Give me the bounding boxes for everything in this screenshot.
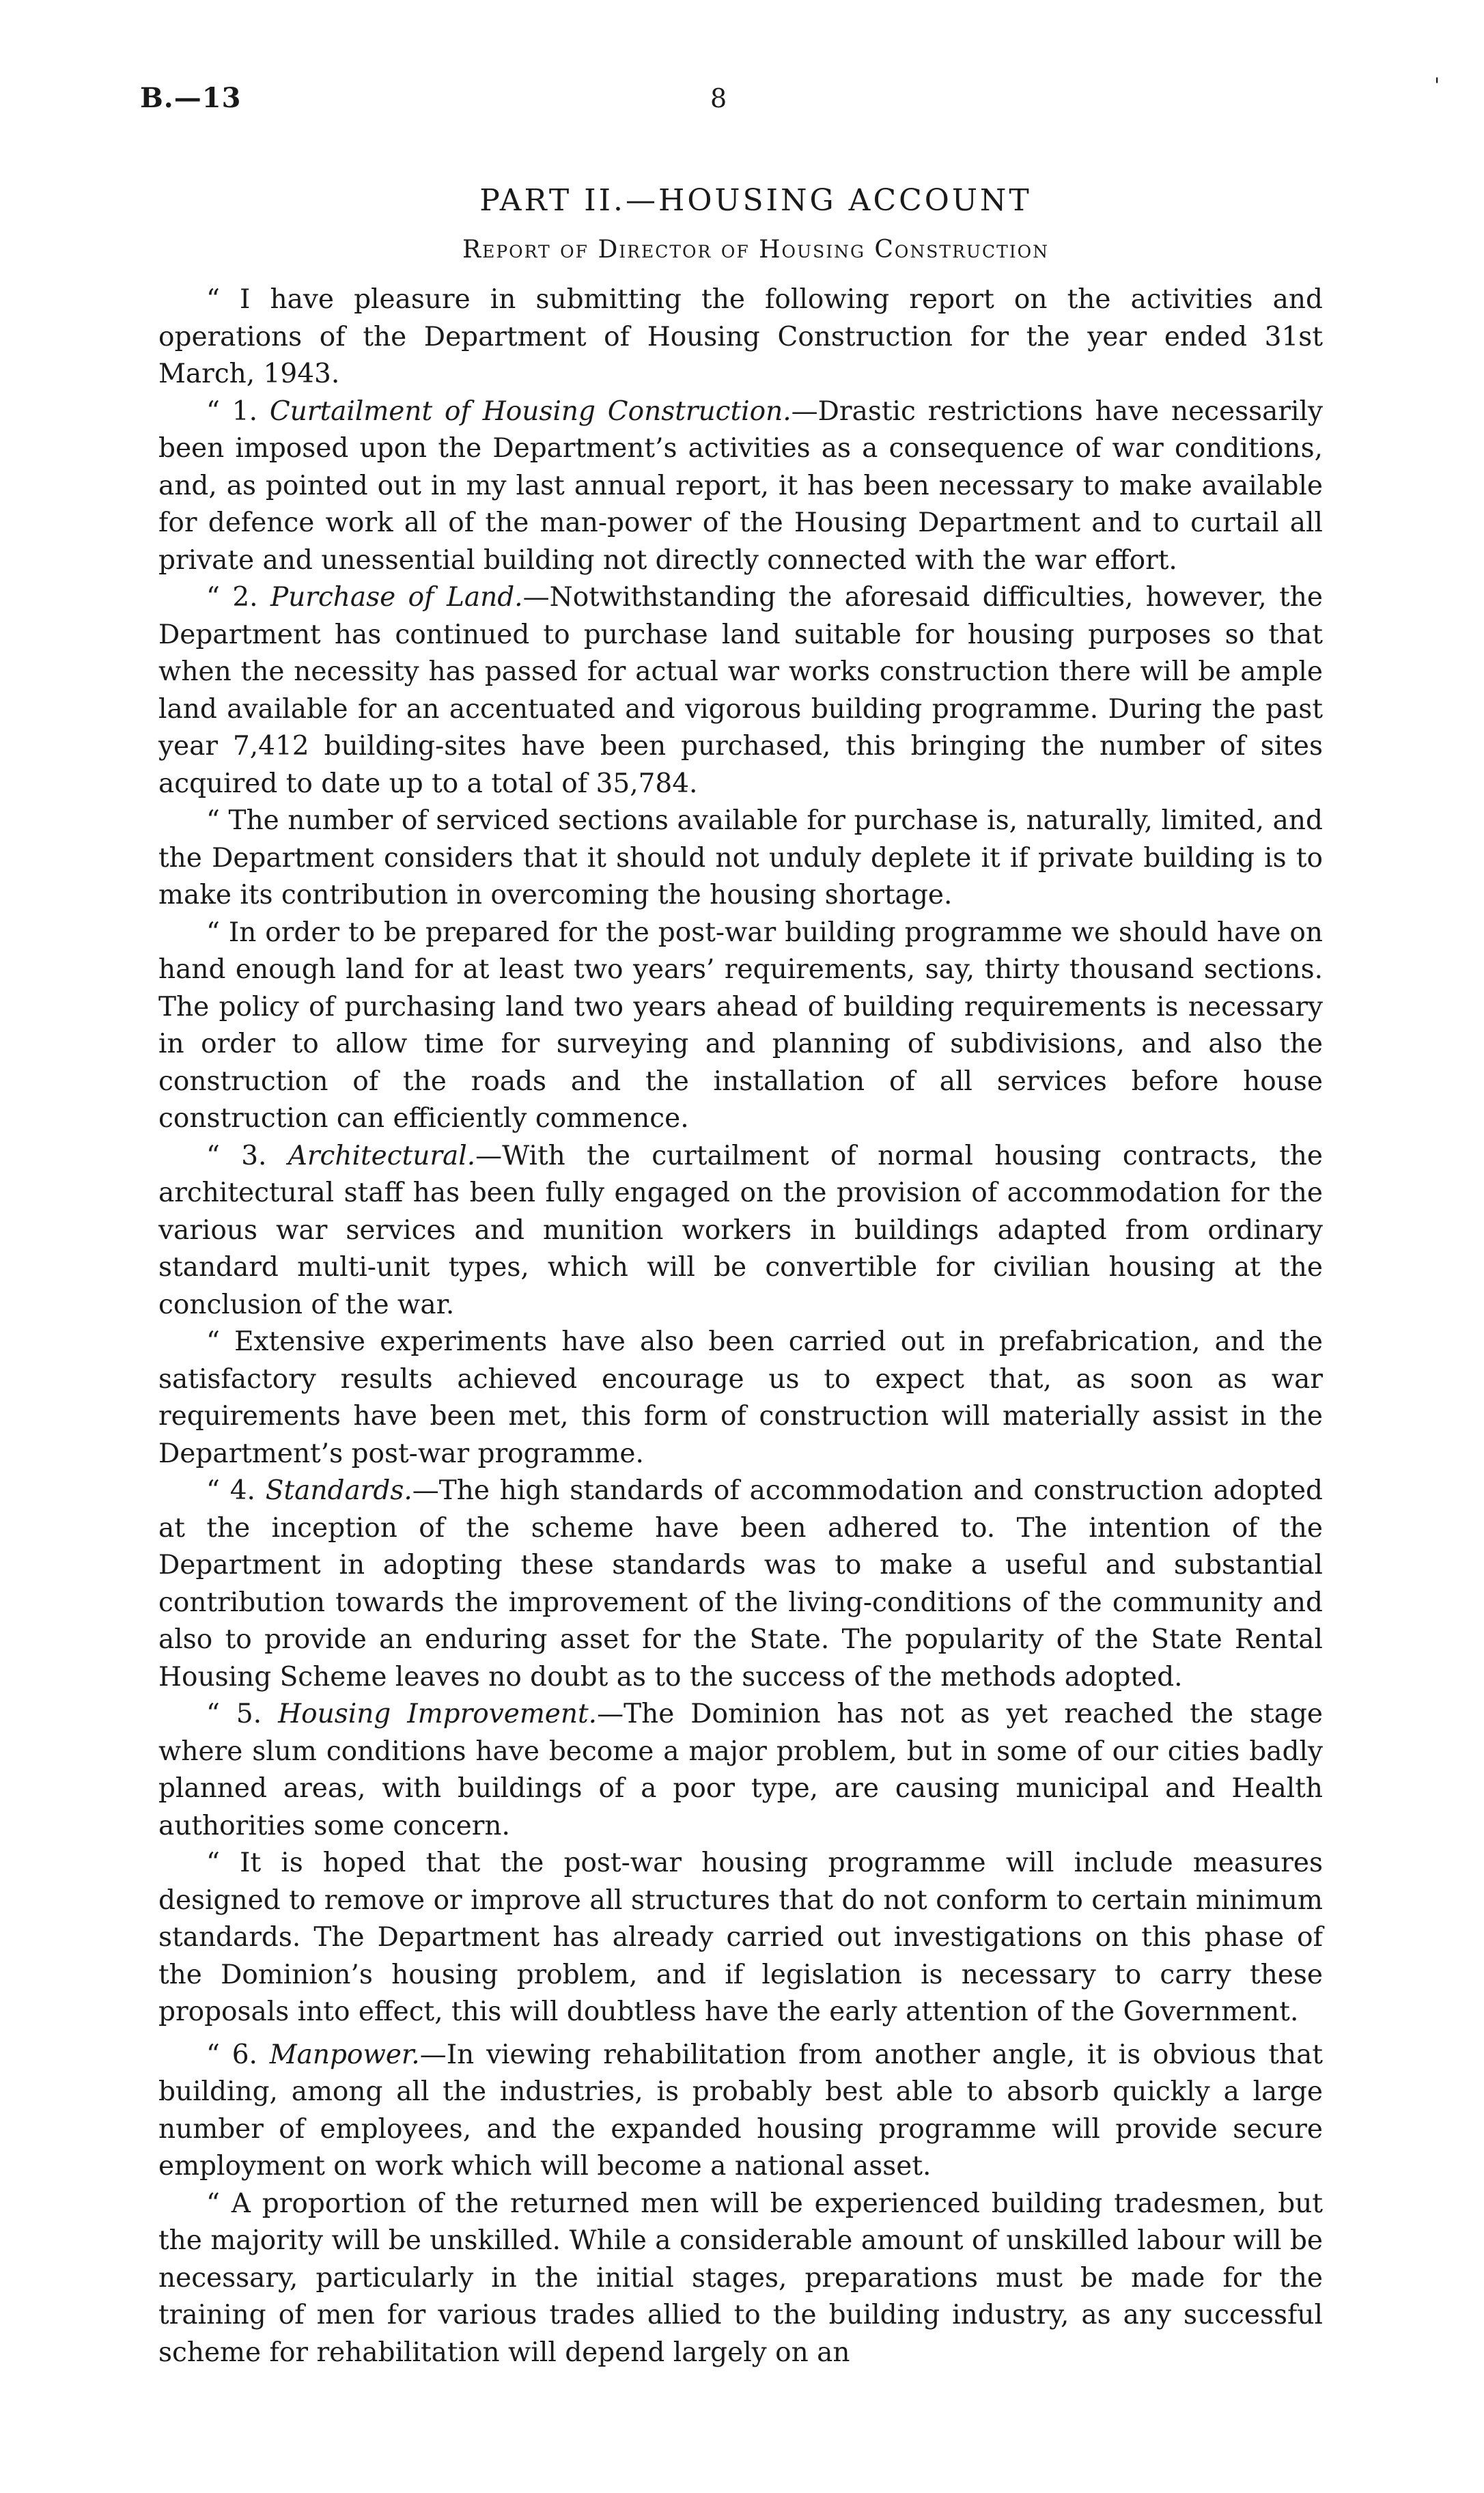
paragraph: “ It is hoped that the post-war housing programme will include measures designed to remove or improve all structures that do not conform to certain minimum standards. The Department has already carried out investigations on this phase of the Dominion’s housing problem, and if legislation is necessary to carry these proposals into effect, this will doubtless have the early attention of the Government.	[158, 1848, 1323, 2027]
section-heading: Housing Improvement.	[278, 1699, 598, 1729]
section-heading: Curtailment of Housing Construction.	[269, 395, 792, 427]
paragraph: “ A proportion of the returned men will be experienced building tradesmen, but the majority will be unskilled. While a considerable amount of unskilled labour will be necessary, particularly in the initial stages, preparations must be made for the training of men for various trades allied to the building industry, as any successful scheme for rehabilitation will depend largely on an	[158, 2188, 1323, 2368]
document-reference: B.—13	[140, 82, 242, 114]
section-heading: Architectural.	[288, 1140, 476, 1171]
paragraph: “ 5. Housing Improvement.—The Dominion has not as yet reached the stage where slum conditions have become a major problem, but in some of our cities badly planned areas, with buildings of a poor type, are causing municipal and Health authorities some concern.	[158, 1699, 1323, 1841]
paragraph: “ In order to be prepared for the post-war building programme we should have on hand enough land for at least two years’ requirements, say, thirty thousand sections. The policy of purchasing land two years ahead of building requirements is necessary in order to allow time for surveying and planning of subdivisions, and also the construction of the roads and the installation of all services before house construction can efficiently commence.	[158, 917, 1323, 1134]
paragraph: “ 4. Standards.—The high standards of accommodation and construction adopted at the inception of the scheme have been adhered to. The intention of the Department in adopting these standards was to make a useful and substantial contribution towards the improvement of the living-conditions of the community and also to provide an enduring asset for the State. The popularity of the State Rental Housing Scheme leaves no doubt as to the success of the methods adopted.	[158, 1475, 1323, 1693]
part-title: PART II.—HOUSING ACCOUNT	[479, 183, 1032, 218]
paragraph: “ The number of serviced sections available for purchase is, naturally, limited, and the Department considers that it should not unduly deplete it if private building is to make its contribution in overcoming the housing shortage.	[158, 805, 1323, 910]
paragraph: “ Extensive experiments have also been carried out in prefabrication, and the satisfactory results achieved encourage us to expect that, as soon as war requirements have been met, this form of construction will materially assist in the Department’s post-war programme.	[158, 1326, 1323, 1469]
section-heading: Purchase of Land.	[270, 582, 523, 613]
paragraph: “ 6. Manpower.—In viewing rehabilitation from another angle, it is obvious that building, among all the industries, is probably best able to absorb quickly a large number of employees, and the expanded housing programme will provide secure employment on work which will become a national asset.	[158, 2039, 1323, 2182]
report-title: Report of Director of Housing Construction	[462, 236, 1050, 264]
page-number: 8	[710, 83, 727, 113]
paragraph: “ 2. Purchase of Land.—Notwithstanding the aforesaid difficulties, however, the Department has continued to purchase land suitable for housing purposes so that when the necessity has passed for actual war works construction there will be ample land available for an accentuated and vigorous building programme. During the past year 7,412 building-sites have been purchased, this bringing the number of sites acquired to date up to a total of 35,784.	[158, 582, 1323, 799]
section-heading: Standards.	[265, 1475, 412, 1506]
margin-mark: '	[1434, 74, 1440, 98]
section-heading: Manpower.	[269, 2039, 420, 2070]
report-body	[158, 281, 1323, 2371]
paragraph: “ 3. Architectural.—With the curtailment of normal housing contracts, the architectural staff has been fully engaged on the provision of accommodation for the various war services and munition workers in buildings adapted from ordinary standard multi-unit types, which will be convertible for civilian housing at the conclusion of the war.	[158, 1140, 1323, 1320]
paragraph: “ 1. Curtailment of Housing Construction.—Drastic restrictions have necessarily been imposed upon the Department’s activities as a consequence of war conditions, and, as pointed out in my last annual report, it has been necessary to make available for defence work all of the man-power of the Housing Department and to curtail all private and unessential building not directly connected with the war effort.	[158, 395, 1323, 576]
paragraph: “ I have pleasure in submitting the following report on the activities and operations of the Department of Housing Construction for the year ended 31st March, 1943.	[158, 284, 1323, 389]
